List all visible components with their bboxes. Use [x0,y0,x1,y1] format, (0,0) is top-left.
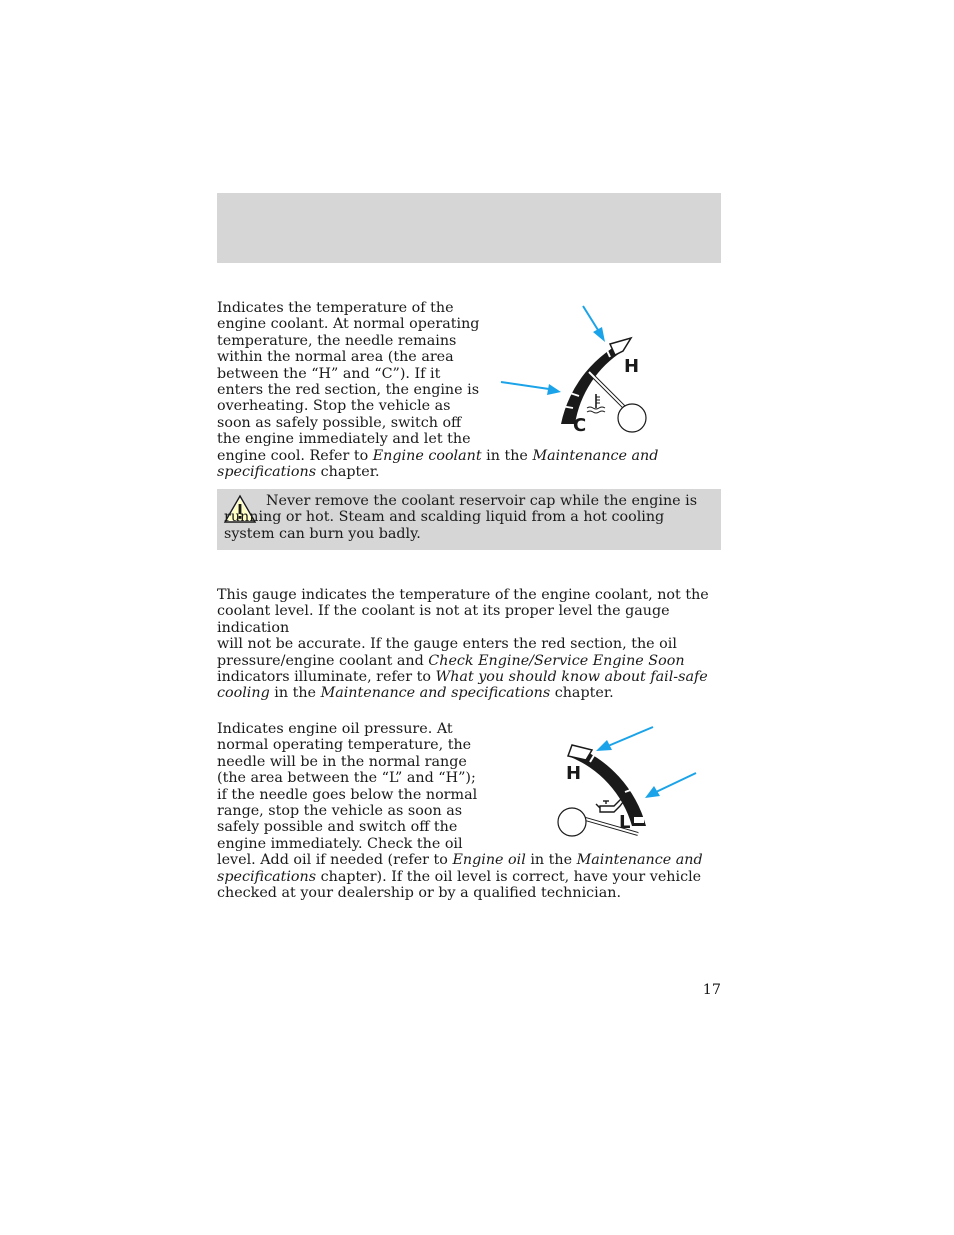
warning-box [217,489,721,550]
arrow-to-high-section [596,727,653,751]
reference-engine-coolant: Engine coolant [372,447,482,464]
text-line: engine coolant. At normal operating [217,316,480,333]
text-run: chapter. [550,685,614,702]
text-run: in the [481,447,533,464]
text-line: temperature, the needle remains [217,332,457,349]
text-line: enters the red section, the engine is [217,382,480,399]
gauge-c-label: C [573,415,587,436]
text-line [217,852,721,868]
gauge-h-label: H [624,356,640,377]
text-line: will not be accurate. If the gauge enters the red section, the oil [217,636,677,653]
reference-chapter: specifications [217,464,317,481]
gauge-hot-segment [610,338,631,355]
text-line: if the needle goes below the normal [217,786,478,803]
text-line: range, stop the vehicle as soon as [217,803,463,820]
reference-chapter: Maintenance and [576,852,703,869]
reference-engine-oil: Engine oil [452,852,526,869]
text-line: normal operating temperature, the [217,737,472,754]
text-line: engine immediately. Check the oil [217,835,463,852]
text-line: needle will be in the normal range [217,753,467,770]
text-run: indicators illuminate, refer to [217,669,436,686]
text-line [217,869,721,885]
reference-chapter: Maintenance and [532,447,659,464]
text-run: level. Add oil if needed (refer to [217,852,453,869]
text-run: in the [269,685,321,702]
arrow-to-normal-section [501,382,561,395]
gauge-l-label: L [619,812,631,833]
text-line: the engine immediately and let the [217,431,471,448]
reference-chapter: Maintenance and specifications [320,685,551,702]
gauge-h-label: H [566,763,582,784]
reference-chapter: specifications [217,868,317,885]
section-header-band [217,193,721,263]
text-line: between the “H” and “C”). If it [217,365,441,382]
reference-section: cooling [217,685,270,702]
gauge-hub [618,404,646,432]
text-line: This gauge indicates the temperature of the engine coolant, not the [217,587,709,603]
text-line [217,464,721,480]
gauge-hub [558,808,586,836]
coolant-level-note [217,587,721,702]
gauge-needle-inner [589,372,625,408]
text-line: Indicates the temperature of the [217,300,454,316]
text-line: within the normal area (the area [217,349,454,366]
text-run: in the [525,852,577,869]
text-line: soon as safely possible, switch off [217,414,462,431]
page-number: 17 [702,982,721,998]
text-line [217,685,721,701]
thermometer-icon [587,394,605,413]
temperature-gauge-illustration [495,300,655,440]
gauge-low-segment [634,817,644,823]
text-line: safely possible and switch off the [217,819,458,836]
text-run: engine cool. Refer to [217,447,373,464]
text-line [217,448,721,464]
reference-section: What you should know about fail-safe [435,669,708,686]
text-run: chapter. [316,464,380,481]
text-run: pressure/engine coolant and [217,652,429,669]
text-line [217,653,721,669]
text-line: coolant level. If the coolant is not at its proper level the gauge indication [217,603,670,636]
text-run: chapter). If the oil level is correct, have your vehicle [316,868,702,885]
arrow-to-normal-section [645,773,696,798]
text-line [217,669,721,685]
oil-pressure-gauge-illustration [530,720,705,845]
text-line: Indicates engine oil pressure. At [217,721,453,737]
text-line: (the area between the “L” and “H”); [217,770,476,787]
text-line: overheating. Stop the vehicle as [217,398,451,415]
text-line: checked at your dealership or by a qualified technician. [217,885,622,902]
arrow-to-hot-section [583,306,605,342]
reference-indicator: Check Engine/Service Engine Soon [428,652,685,669]
warning-text: Never remove the coolant reservoir cap while the engine is running or hot. Steam and scalding liquid from a hot cooling system can burn you badly. [224,493,698,542]
